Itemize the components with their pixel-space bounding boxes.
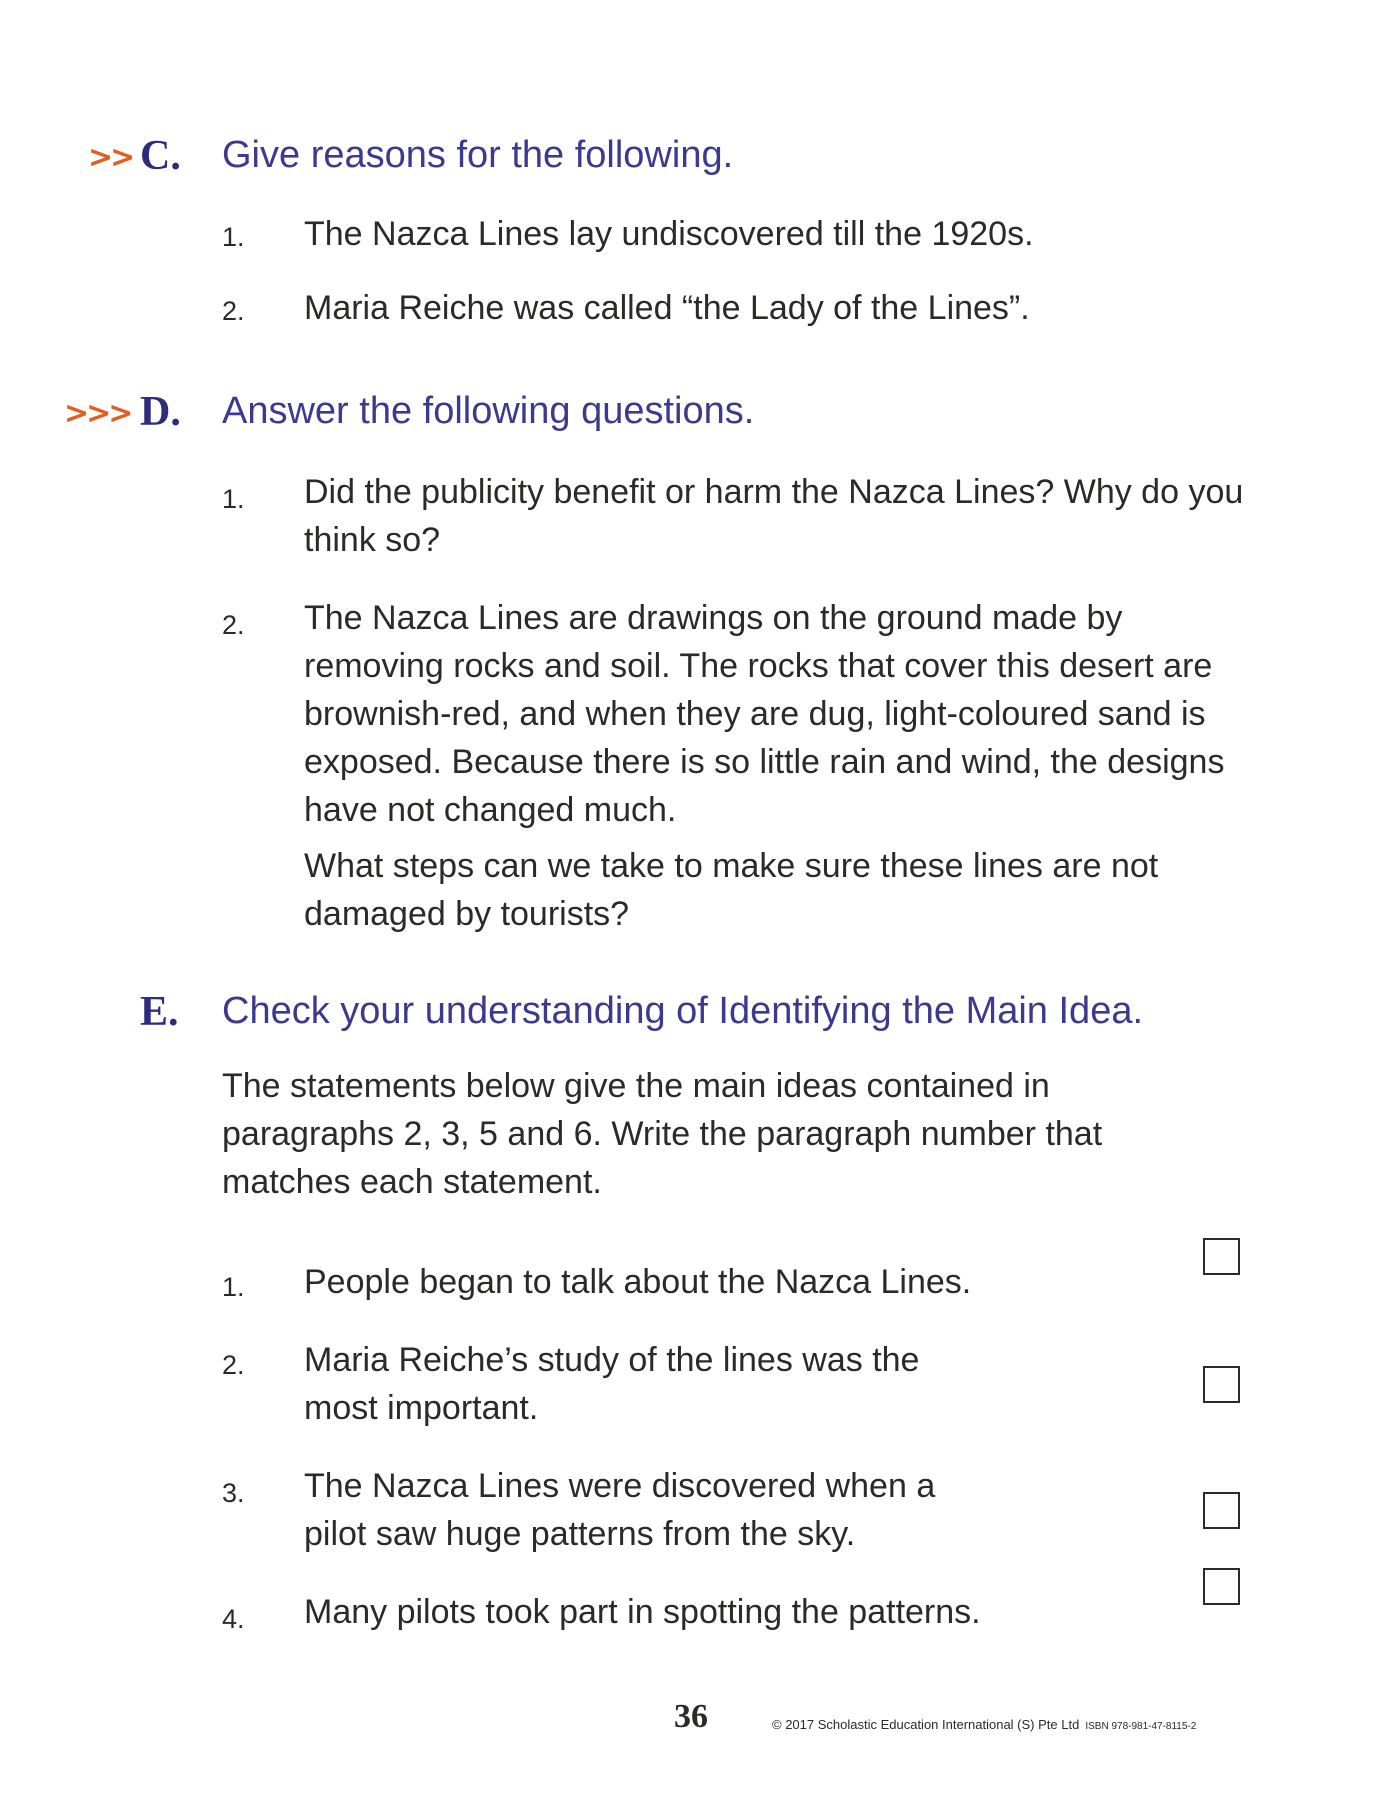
section-heading-c: Give reasons for the following. <box>222 134 734 176</box>
section-letter-c: C. <box>140 133 181 179</box>
answer-box[interactable] <box>1203 1366 1240 1403</box>
statement-text: People began to talk about the Nazca Lines. <box>304 1263 972 1301</box>
item-number: 2. <box>222 1350 245 1380</box>
statement-text: Maria Reiche’s study of the lines was the most important. <box>304 1341 920 1427</box>
question-text: The Nazca Lines lay undiscovered till the 1920s. <box>304 215 1034 253</box>
item-number: 1. <box>222 1272 245 1302</box>
item-number: 2. <box>222 610 245 640</box>
copyright-notice <box>772 1717 1196 1732</box>
copyright-text: © 2017 Scholastic Education International (S) Pte Ltd <box>772 1717 1080 1732</box>
section-heading-d: Answer the following questions. <box>222 390 755 432</box>
section-letter-d: D. <box>140 389 181 435</box>
statement-text: The Nazca Lines were discovered when a pilot saw huge patterns from the sky. <box>304 1467 936 1553</box>
answer-box[interactable] <box>1203 1238 1240 1275</box>
answer-box[interactable] <box>1203 1492 1240 1529</box>
question-text: Maria Reiche was called “the Lady of the Lines”. <box>304 289 1030 327</box>
isbn-text: ISBN 978-981-47-8115-2 <box>1085 1721 1197 1732</box>
page-number: 36 <box>674 1698 708 1735</box>
question-text: Did the publicity benefit or harm the Nazca Lines? Why do you think so? <box>304 473 1244 559</box>
answer-box[interactable] <box>1203 1568 1240 1605</box>
item-number: 1. <box>222 484 245 514</box>
difficulty-marker-c: >> <box>88 140 133 175</box>
section-letter-e: E. <box>140 989 179 1035</box>
passage-text: The Nazca Lines are drawings on the ground made by removing rocks and soil. The rocks that cover this desert are brownish-red, and when they are dug, light-coloured sand is exposed. Because there is so little rain and wind, the designs have not changed much. <box>304 599 1225 829</box>
instructions-text: The statements below give the main ideas contained in paragraphs 2, 3, 5 and 6. Write the paragraph number that matches each statement. <box>222 1067 1103 1201</box>
question-text: What steps can we take to make sure these lines are not damaged by tourists? <box>304 847 1159 933</box>
item-number: 4. <box>222 1604 245 1634</box>
section-heading-e: Check your understanding of Identifying the Main Idea. <box>222 990 1144 1032</box>
difficulty-marker-d: >>> <box>64 396 131 431</box>
item-number: 1. <box>222 222 245 252</box>
item-number: 2. <box>222 296 245 326</box>
statement-text: Many pilots took part in spotting the patterns. <box>304 1593 981 1631</box>
item-number: 3. <box>222 1478 245 1508</box>
